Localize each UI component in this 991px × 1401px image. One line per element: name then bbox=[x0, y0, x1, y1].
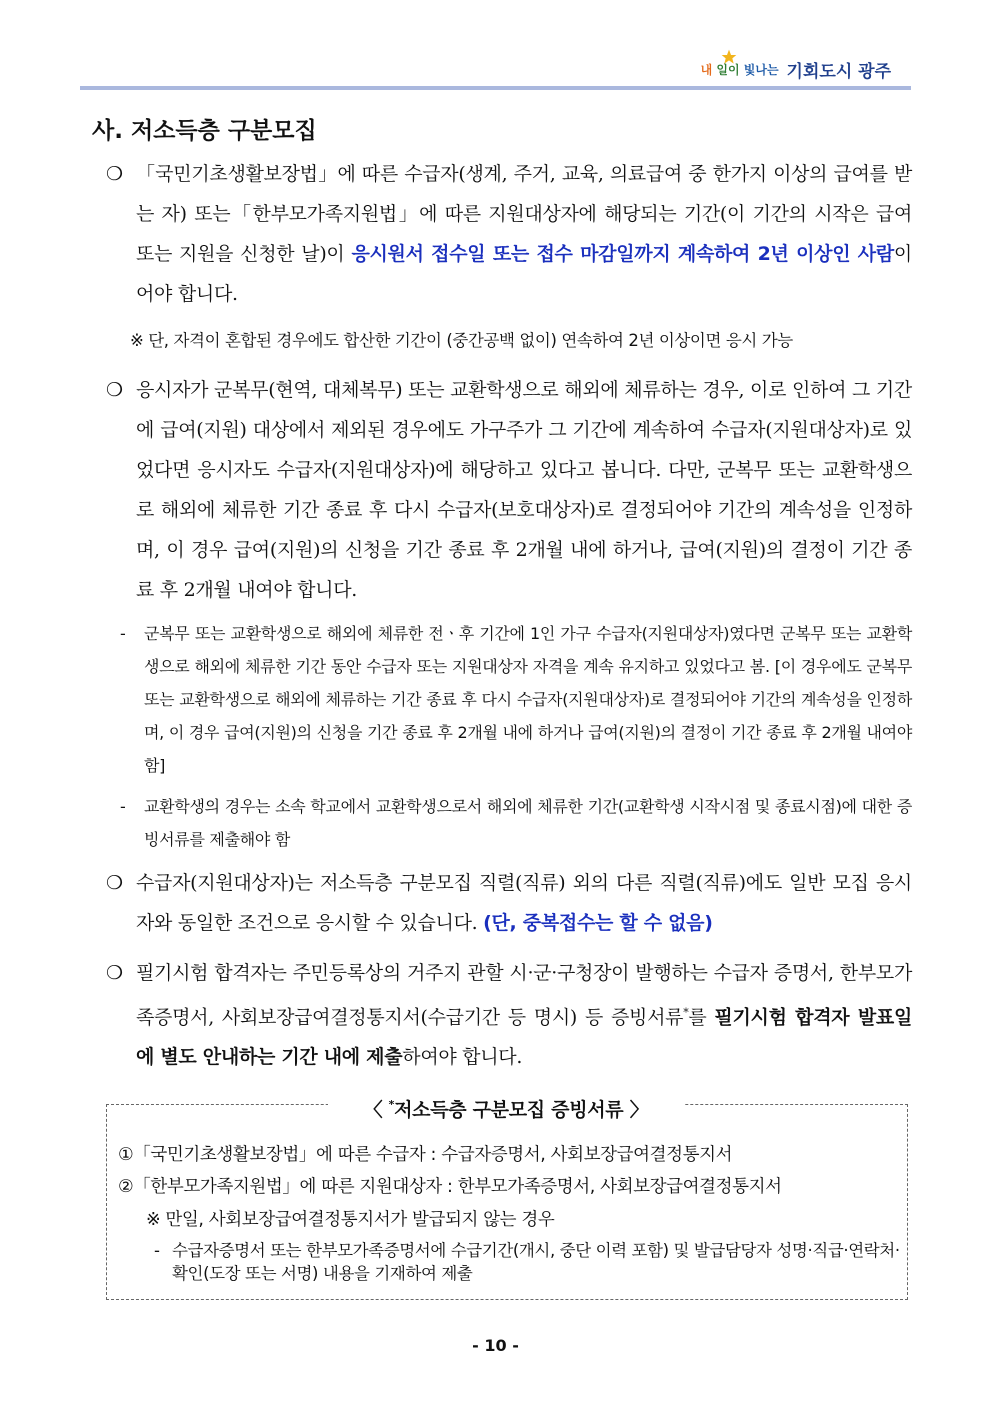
combined-eligibility-note: ※ 단, 자격이 혼합된 경우에도 합산한 기간이 (중간공백 없이) 연속하여 2년 이상이면 응시 가능 bbox=[130, 331, 793, 350]
circle-bullet-icon: ❍ bbox=[106, 379, 124, 401]
documents-sub-item bbox=[154, 1239, 906, 1285]
paragraph-other-positions bbox=[106, 863, 912, 943]
dash-bullet: - bbox=[154, 1241, 160, 1260]
paragraph-documents bbox=[106, 953, 912, 1077]
paragraph-mid: 를 bbox=[688, 1006, 715, 1029]
paragraph-tail: 이어야 합니다. bbox=[136, 243, 912, 305]
header-divider bbox=[80, 86, 911, 90]
paragraph-military-exchange bbox=[106, 370, 912, 610]
circle-bullet-icon: ❍ bbox=[106, 962, 124, 984]
submission-deadline: 필기시험 합격자 발표일에 별도 안내하는 기간 내에 제출 bbox=[136, 1006, 913, 1069]
page-number: - 10 - bbox=[472, 1336, 519, 1355]
eligibility-highlight: 응시원서 접수일 또는 접수 마감일까지 계속하여 2년 이상인 사람 bbox=[351, 243, 894, 265]
sub-item-single-household bbox=[120, 617, 912, 782]
logo-slogan-part-1: 내 bbox=[700, 62, 713, 77]
circle-bullet-icon: ❍ bbox=[106, 163, 124, 185]
logo-city-name: 기회도시 광주 bbox=[786, 61, 891, 82]
logo-slogan-part-3: 빛나는 bbox=[743, 62, 779, 77]
paragraph-tail: 하여야 합니다. bbox=[402, 1046, 523, 1069]
documents-box-title bbox=[328, 1088, 684, 1122]
circle-bullet-icon: ❍ bbox=[106, 872, 124, 894]
star-icon bbox=[721, 49, 737, 65]
documents-item-1: ①「국민기초생활보장법」에 따른 수급자 : 수급자증명서, 사회보장급여결정통지서 bbox=[118, 1145, 733, 1165]
paragraph-text bbox=[136, 953, 912, 1077]
sub-item-exchange-student bbox=[120, 790, 912, 856]
paragraph-body: 「국민기초생활보장법」에 따른 수급자(생계, 주거, 교육, 의료급여 중 한가지 이상의 급여를 받는 자) 또는「한부모가족지원법」에 따른 지원대상자에 해당되는 기간(이 기간의 시작은 급여 또는 지원을 신청한 날)이 bbox=[136, 163, 912, 265]
paragraph-text bbox=[136, 154, 912, 314]
box-title-text: 저소득층 구분모집 증빙서류 bbox=[394, 1099, 624, 1121]
header-logo bbox=[701, 54, 891, 84]
paragraph-text bbox=[136, 863, 912, 943]
paragraph-text: 응시자가 군복무(현역, 대체복무) 또는 교환학생으로 해외에 체류하는 경우, 이로 인하여 그 기간에 급여(지원) 대상에서 제외된 경우에도 가구주가 그 기간에 계속하여 수급자(지원대상자)로 있었다면 응시자도 수급자(지원대상자)에 해당하고 있다고 봅니다. 다만, 군복무 또는 교환학생으로 해외에 체류한 기간 종료 후 다시 수급자(보호대상자)로 결정되어야 기간의 계속성을 인정하며, 이 경우 급여(지원)의 신청을 기간 종료 후 2개월 내에 하거나, 급여(지원)의 결정이 기간 종료 후 2개월 내여야 합니다. bbox=[136, 379, 912, 601]
duplicate-application-note: (단, 중복접수는 할 수 없음) bbox=[483, 912, 713, 934]
section-title: 사. 저소득층 구분모집 bbox=[92, 118, 317, 144]
logo-slogan bbox=[701, 61, 779, 78]
dash-bullet: - bbox=[120, 797, 126, 816]
paragraph-body: 필기시험 합격자는 주민등록상의 거주지 관할 시·군·구청장이 발행하는 수급자 증명서, 한부모가족증명서, 사회보장급여결정통지서(수급기간 등 명시) 등 증빙서류 bbox=[136, 962, 912, 1029]
sub-item-text: 군복무 또는 교환학생으로 해외에 체류한 전ㆍ후 기간에 1인 가구 수급자(지원대상자)였다면 군복무 또는 교환학생으로 해외에 체류한 기간 동안 수급자 또는 지원대상자 자격을 계속 유지하고 있었다고 봄. [이 경우에도 군복무 또는 교환학생으로 해외에 체류하는 기간 종료 후 다시 수급자(지원대상자)로 결정되어야 기간의 계속성을 인정하며, 이 경우 급여(지원)의 신청을 기간 종료 후 2개월 내에 하거나 급여(지원)의 결정이 기간 종료 후 2개월 내여야 함] bbox=[144, 624, 912, 775]
title-bracket-right: 〉 bbox=[629, 1099, 649, 1121]
documents-note: ※ 만일, 사회보장급여결정통지서가 발급되지 않는 경우 bbox=[146, 1210, 555, 1230]
documents-item-2: ②「한부모가족지원법」에 따른 지원대상자 : 한부모가족증명서, 사회보장급여결정통지서 bbox=[118, 1177, 782, 1197]
footnote-marker: * bbox=[388, 1098, 395, 1111]
logo-slogan-part-2: 일이 bbox=[716, 62, 740, 77]
dash-bullet: - bbox=[120, 624, 126, 643]
paragraph-eligibility bbox=[106, 154, 912, 314]
paragraph-body: 수급자(지원대상자)는 저소득층 구분모집 직렬(직류) 외의 다른 직렬(직류)에도 일반 모집 응시자와 동일한 조건으로 응시할 수 있습니다. bbox=[136, 872, 912, 934]
documents-sub-text: 수급자증명서 또는 한부모가족증명서에 수급기간(개시, 중단 이력 포함) 및 발급담당자 성명·직급·연락처·확인(도장 또는 서명) 내용을 기재하여 제출 bbox=[172, 1241, 900, 1283]
footnote-marker: * bbox=[683, 1006, 689, 1019]
title-bracket-left: 〈 bbox=[363, 1099, 383, 1121]
sub-item-text: 교환학생의 경우는 소속 학교에서 교환학생으로서 해외에 체류한 기간(교환학생 시작시점 및 종료시점)에 대한 증빙서류를 제출해야 함 bbox=[144, 797, 912, 849]
